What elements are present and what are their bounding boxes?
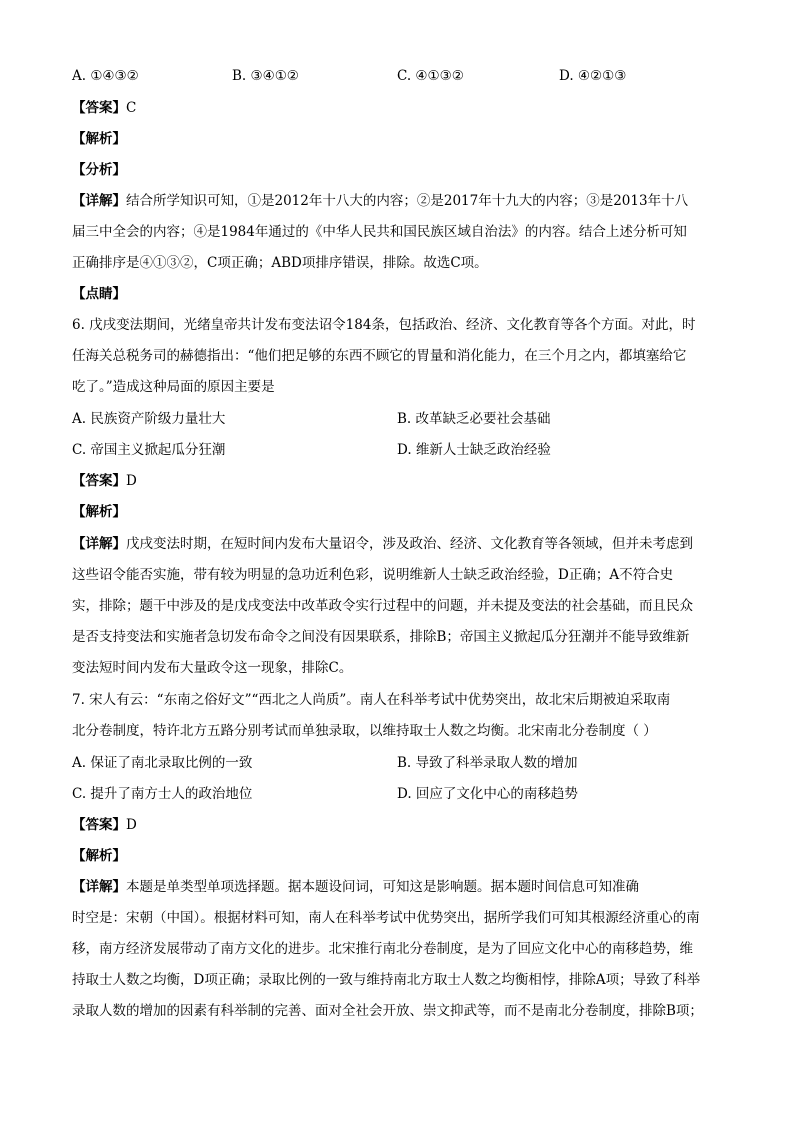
q7-stem-line-1: 7. 宋人有云：“东南之俗好文”“西北之人尚质”。南人在科举考试中优势突出，故北宋后期被迫采取南 (72, 692, 671, 708)
q7-detail-line-5: 录取人数的增加的因素有科举制的完善、面对全社会开放、崇文抑武等，而不是南北分卷制度，排除B项； (72, 1003, 703, 1019)
q6-detail-line-1 (72, 535, 722, 553)
detail-text: 结合所学知识可知，①是2012年十八大的内容；②是2017年十九大的内容；③是2013年十八 (126, 193, 689, 209)
q5-dianjing-heading (72, 285, 722, 303)
q5-option-a: A. ①④③② (72, 68, 139, 84)
answer-tag: 【答案】 (72, 100, 126, 116)
q5-option-b: B. ③④①② (232, 68, 299, 84)
q5-option-d: D. ④②①③ (559, 68, 627, 84)
analysis-tag: 【解析】 (72, 131, 126, 147)
q7-answer (72, 816, 722, 834)
q6-analysis-heading (72, 503, 722, 521)
q5-detail-line-1 (72, 192, 722, 210)
q5-analysis-heading (72, 130, 722, 148)
q7-option-a: A. 保证了南北录取比例的一致 (72, 755, 253, 771)
q6-detail-line-3: 实，排除；题干中涉及的是戊戌变法中改革政令实行过程中的问题，并未提及变法的社会基础，而且民众 (72, 598, 693, 614)
detail-tag: 【详解】 (72, 879, 126, 895)
q5-detail-line-3: 正确排序是④①③②，C项正确；ABD项排序错误，排除。故选C项。 (72, 255, 488, 271)
q6-option-a: A. 民族资产阶级力量壮大 (72, 411, 226, 427)
q7-detail-line-2: 时空是：宋朝（中国）。根据材料可知，南人在科举考试中优势突出，据所学我们可知其根源经济重心的南 (72, 910, 700, 926)
q5-fenxi-heading (72, 161, 722, 179)
q6-answer (72, 472, 722, 490)
q6-option-d: D. 维新人士缺乏政治经验 (397, 442, 551, 458)
q7-detail-line-3: 移，南方经济发展带动了南方文化的进步。北宋推行南北分卷制度，是为了回应文化中心的南移趋势，维 (72, 941, 693, 957)
detail-tag: 【详解】 (72, 536, 126, 552)
q7-stem-line-2: 北分卷制度，特许北方五路分别考试而单独录取，以维持取士人数之均衡。北宋南北分卷制度（ ） (72, 723, 657, 739)
answer-value: D (126, 817, 137, 833)
q6-detail-line-5: 变法短时间内发布大量政令这一现象，排除C。 (72, 660, 353, 676)
q7-option-b: B. 导致了科举录取人数的增加 (397, 755, 578, 771)
q7-option-c: C. 提升了南方士人的政治地位 (72, 786, 253, 802)
detail-text: 戊戌变法时期，在短时间内发布大量诏令，涉及政治、经济、文化教育等各领域，但并未考虑到 (126, 536, 693, 552)
detail-tag: 【详解】 (72, 193, 126, 209)
analysis-tag: 【解析】 (72, 848, 126, 864)
q6-option-c: C. 帝国主义掀起瓜分狂潮 (72, 442, 226, 458)
q7-detail-line-1 (72, 878, 722, 896)
q5-answer (72, 99, 722, 117)
q6-option-b: B. 改革缺乏必要社会基础 (397, 411, 551, 427)
dianjing-tag: 【点睛】 (72, 286, 126, 302)
q7-analysis-heading (72, 847, 722, 865)
q7-detail-line-4: 持取士人数之均衡，D项正确；录取比例的一致与维持南北方取士人数之均衡相悖，排除A项；导致了科举 (72, 972, 701, 988)
q6-stem-line-1: 6. 戊戌变法期间，光绪皇帝共计发布变法诏令184条，包括政治、经济、文化教育等各个方面。对此，时 (72, 317, 696, 333)
q6-stem-line-3: 吃了。”造成这种局面的原因主要是 (72, 379, 275, 395)
q5-detail-line-2: 届三中全会的内容；④是1984年通过的《中华人民共和国民族区域自治法》的内容。结合上述分析可知 (72, 224, 687, 240)
fenxi-tag: 【分析】 (72, 162, 126, 178)
answer-tag: 【答案】 (72, 817, 126, 833)
answer-value: C (126, 100, 137, 116)
detail-text: 本题是单类型单项选择题。据本题设问词，可知这是影响题。据本题时间信息可知准确 (126, 879, 639, 895)
q6-detail-line-4: 是否支持变法和实施者急切发布命令之间没有因果联系，排除B；帝国主义掀起瓜分狂潮并不能导致维新 (72, 629, 690, 645)
answer-tag: 【答案】 (72, 473, 126, 489)
q6-detail-line-2: 这些诏令能否实施，带有较为明显的急功近利色彩，说明维新人士缺乏政治经验，D正确；A不符合史 (72, 567, 674, 583)
q7-option-d: D. 回应了文化中心的南移趋势 (397, 786, 578, 802)
answer-value: D (126, 473, 137, 489)
analysis-tag: 【解析】 (72, 504, 126, 520)
q6-stem-line-2: 任海关总税务司的赫德指出：“他们把足够的东西不顾它的胃量和消化能力，在三个月之内，都填塞给它 (72, 348, 687, 364)
q5-option-c: C. ④①③② (397, 68, 464, 84)
